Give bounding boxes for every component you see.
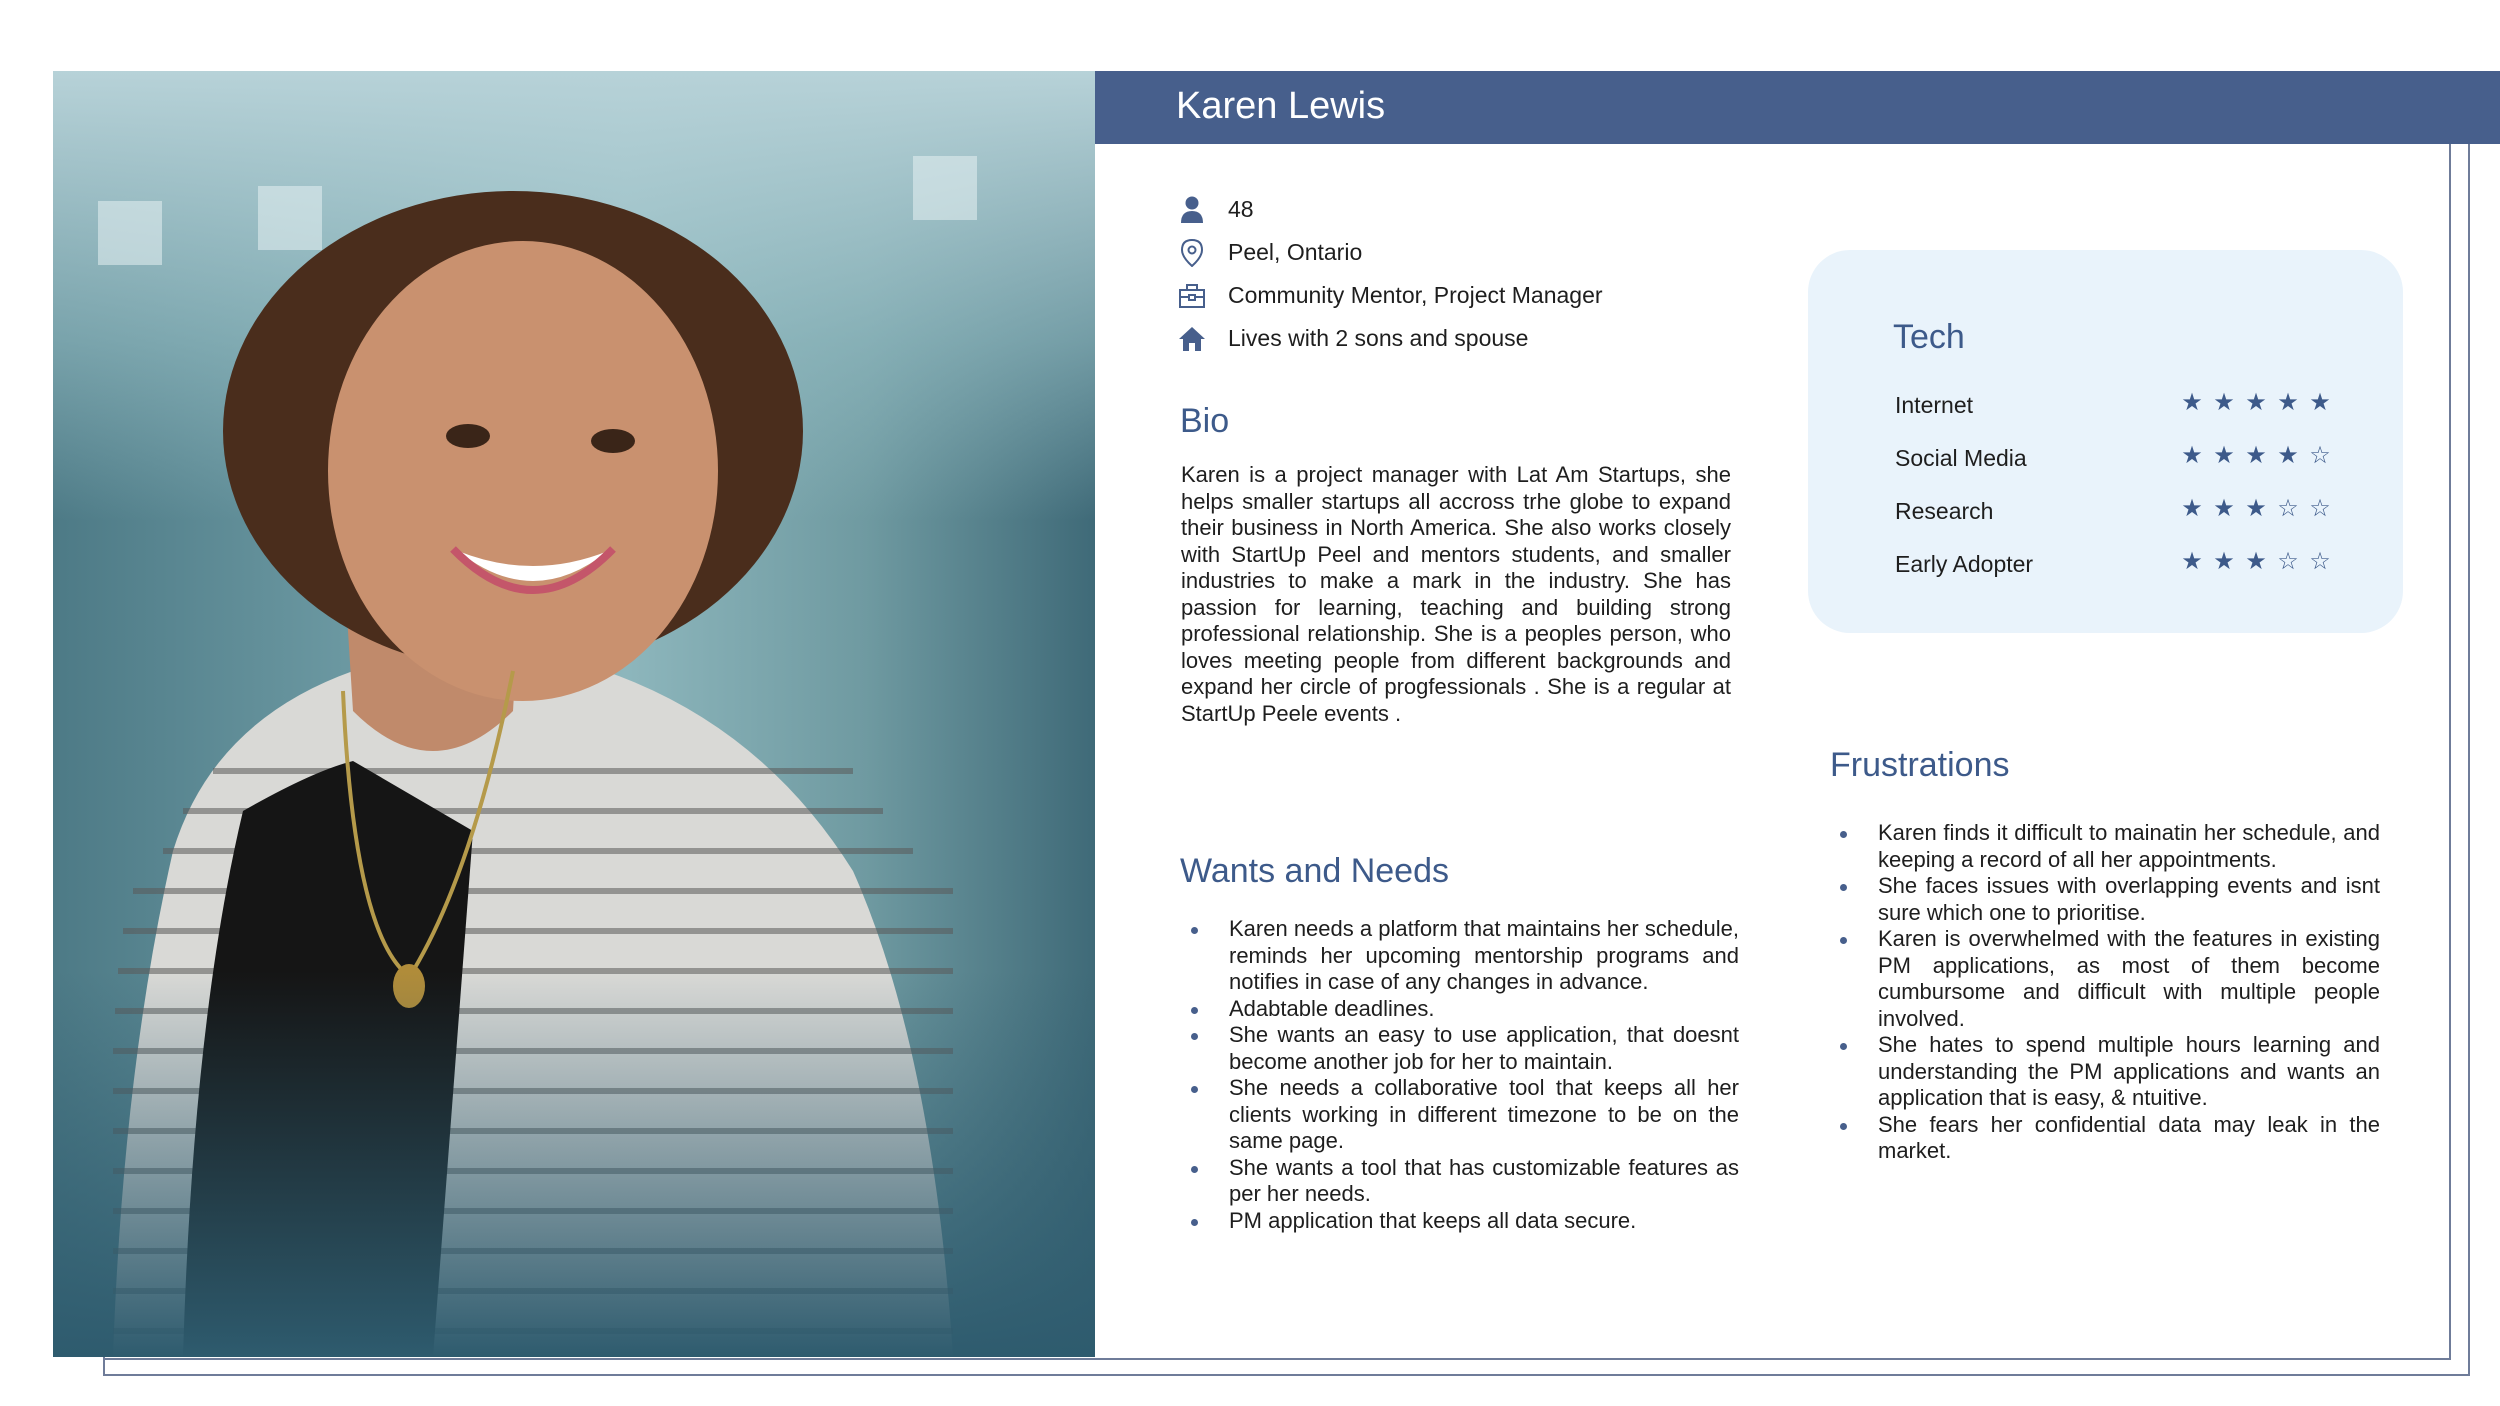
star-filled-icon: ★ [2309,389,2331,416]
frame-line-bottom-outer [103,1374,2470,1376]
list-item: Karen finds it difficult to mainatin her schedule, and keeping a record of all her appointments. [1830,820,2380,873]
star-empty-icon: ☆ [2309,442,2331,469]
star-rating [2176,439,2336,473]
tech-row-internet [1895,386,2355,426]
star-filled-icon: ★ [2181,442,2203,469]
star-empty-icon: ☆ [2309,548,2331,575]
tech-row-research [1895,492,2355,532]
star-filled-icon: ★ [2181,389,2203,416]
person-icon [1178,196,1206,224]
persona-header [1095,71,2500,144]
star-filled-icon: ★ [2213,495,2235,522]
list-item: She needs a collaborative tool that keeps all her clients working in different timezone to be on the same page. [1181,1075,1739,1155]
tech-row-social-media [1895,439,2355,479]
frustrations-list [1830,820,2380,1165]
star-filled-icon: ★ [2245,389,2267,416]
fact-age [1178,188,1603,231]
persona-name: Karen Lewis [1176,85,1386,127]
tech-label: Early Adopter [1895,551,2034,577]
tech-label: Internet [1895,392,1973,418]
fact-occupation [1178,274,1603,317]
frame-line-bottom [103,1358,2451,1360]
star-filled-icon: ★ [2213,389,2235,416]
star-filled-icon: ★ [2245,548,2267,575]
persona-facts [1178,188,1603,360]
fact-location [1178,231,1603,274]
star-rating [2176,492,2336,526]
home-icon [1178,325,1206,353]
list-item: She fears her confidential data may leak in the market. [1830,1112,2380,1165]
frame-line-right [2449,144,2451,1360]
fact-text: 48 [1228,196,1254,222]
star-filled-icon: ★ [2213,442,2235,469]
star-filled-icon: ★ [2277,389,2299,416]
wants-list [1181,916,1739,1234]
star-filled-icon: ★ [2181,548,2203,575]
star-empty-icon: ☆ [2309,495,2331,522]
bio-heading: Bio [1180,402,1230,440]
tech-card [1808,250,2403,633]
fact-text: Community Mentor, Project Manager [1228,282,1603,308]
star-empty-icon: ☆ [2277,495,2299,522]
tech-row-early-adopter [1895,545,2355,585]
list-item: PM application that keeps all data secure. [1181,1208,1739,1235]
tech-label: Research [1895,498,1994,524]
tech-label: Social Media [1895,445,2027,471]
list-item: Adabtable deadlines. [1181,996,1739,1023]
list-item: Karen is overwhelmed with the features in existing PM applications, as most of them become cumbursome and difficult with multiple people involved. [1830,926,2380,1032]
star-filled-icon: ★ [2245,442,2267,469]
photo-background-bottom [53,971,1095,1357]
persona-photo [53,71,1095,1357]
list-item: She wants a tool that has customizable features as per her needs. [1181,1155,1739,1208]
star-empty-icon: ☆ [2277,548,2299,575]
frame-line-left-outer [103,1357,105,1376]
fact-text: Peel, Ontario [1228,239,1363,265]
frustrations-heading: Frustrations [1830,746,2010,784]
star-filled-icon: ★ [2181,495,2203,522]
frame-line-right-outer [2468,144,2470,1376]
fact-text: Lives with 2 sons and spouse [1228,325,1529,351]
list-item: She wants an easy to use application, that doesnt become another job for her to maintain. [1181,1022,1739,1075]
star-rating [2176,386,2336,420]
list-item: She faces issues with overlapping events and isnt sure which one to prioritise. [1830,873,2380,926]
briefcase-icon [1178,282,1206,310]
fact-household [1178,317,1603,360]
star-filled-icon: ★ [2277,442,2299,469]
list-item: Karen needs a platform that maintains her schedule, reminds her upcoming mentorship programs and notifies in case of any changes in advance. [1181,916,1739,996]
star-filled-icon: ★ [2245,495,2267,522]
star-rating [2176,545,2336,579]
wants-heading: Wants and Needs [1180,852,1449,890]
tech-heading: Tech [1893,318,1965,356]
bio-text: Karen is a project manager with Lat Am Startups, she helps smaller startups all accross trhe globe to expand their business in North America. She also works closely with StartUp Peel and mentors students, and smaller industries to make a mark in the industry. She has passion for learning, teaching and building strong professional relationship. She is a peoples person, who loves meeting people from different backgrounds and expand her circle of progfessionals . She is a regular at StartUp Peele events . [1181,462,1731,726]
location-pin-icon [1178,239,1206,267]
star-filled-icon: ★ [2213,548,2235,575]
list-item: She hates to spend multiple hours learning and understanding the PM applications and wants an application that is easy, & ntuitive. [1830,1032,2380,1112]
